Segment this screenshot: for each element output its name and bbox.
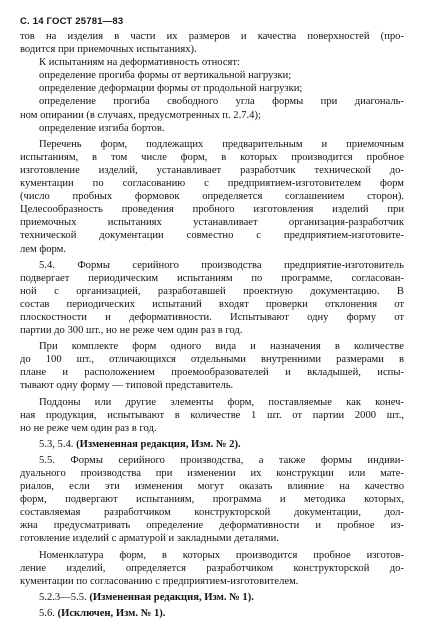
text-line: Целесообразность проведения пробного изготовления изделий при	[20, 204, 404, 216]
text-line: тывают одну форму — типовой представитель.	[20, 380, 234, 392]
text-line: лем форм.	[20, 243, 66, 255]
text-line: 5.4. Формы серийного производства предприятие-изготовитель	[39, 259, 404, 271]
amendment-text: (Исключен, Изм. № 1).	[57, 607, 166, 619]
amendment-text: (Измененная редакция, Изм. № 2).	[76, 438, 241, 450]
paragraph-form-set	[20, 340, 404, 392]
text-line: изготовление изделий, устанавливает разработчик технической до-	[20, 164, 404, 176]
text-line: ной с организацией, разработавшей проектную документацию. В	[20, 285, 404, 297]
text-line: определение прогиба свободного угла формы при диагональ-	[39, 96, 404, 108]
paragraph-deformability-intro: К испытаниям на деформативность относят:	[39, 57, 241, 69]
text-line: плоскостности и деформативности. Испытывают одну форму от	[20, 311, 404, 323]
list-item-vertical-load: определение прогиба формы от вертикальной нагрузки;	[39, 70, 292, 82]
amendment-note-5-3-5-4	[20, 438, 404, 451]
text-line: приемочных испытаниях устанавливает организация-разработчик	[20, 217, 404, 229]
list-item-longitudinal-load: определение деформации формы от продольной нагрузки;	[39, 83, 303, 95]
text-line: составляемая разработчиком конструкторской документации, дол-	[20, 507, 404, 519]
clause-number: 5.3, 5.4.	[39, 438, 77, 450]
text-line: (число пробных формовок определяется соглашением сторон).	[20, 191, 404, 203]
text-line: испытаниям, в том числе форм, в которых производится пробное	[20, 151, 404, 163]
text-line: состав периодических испытаний входят проверки отклонения от	[20, 298, 404, 310]
text-line: но не реже чем один раз в год.	[20, 422, 157, 434]
text-line: партии до 300 шт., но не реже чем один раз в год.	[20, 325, 243, 337]
text-line: дуального производства при изменении их конструкции или мате-	[20, 468, 404, 479]
paragraph-continuation	[20, 30, 404, 56]
clause-number: 5.2.3—5.5.	[39, 591, 90, 603]
amendment-text: (Измененная редакция, Изм. № 1).	[89, 591, 254, 603]
text-line: кументации по согласованию с предприятием-изготовителем форм	[20, 178, 404, 190]
text-line: Перечень форм, подлежащих предварительным и приемочным	[39, 138, 404, 150]
text-line: технической документации совместно с предприятием-изготовите-	[20, 230, 404, 242]
text-line: форм, подвергают испытаниям, программа и методика которых,	[20, 494, 404, 506]
text-line: жна предусматривать определение деформативности и пробное из-	[20, 520, 404, 532]
list-item-side-bending: определение изгиба бортов.	[39, 122, 165, 134]
text-line: ном опирании (в случаях, предусмотренных п. 2.7.4);	[20, 109, 261, 121]
text-line: тов на изделия в части их размеров и качества поверхностей (про-	[20, 31, 404, 42]
text-line: риалов, если эти изменения могут оказать влияние на качество	[20, 481, 404, 493]
text-line: плане и расположением проемообразователей и вкладышей, испы-	[20, 367, 404, 379]
text-line: до 100 шт., отличающихся отдельными внутренними размерами в	[20, 354, 404, 366]
page-header: С. 14 ГОСТ 25781—83	[20, 16, 124, 27]
document-body	[20, 30, 404, 620]
text-line: ная продукция, испытывают в количестве 1 шт. от партии 2000 шт.,	[20, 409, 404, 421]
amendment-note-5-2-3-5-5	[20, 591, 404, 604]
amendment-note-5-6	[20, 607, 404, 620]
list-item-diagonal-support	[20, 95, 404, 121]
clause-number: 5.6.	[39, 607, 58, 619]
paragraph-5-4	[20, 259, 404, 338]
text-line: готовление изделий с арматурой и закладными деталями.	[20, 533, 279, 545]
paragraph-nomenclature	[20, 549, 404, 588]
text-line: 5.5. Формы серийного производства, а также формы индиви-	[39, 454, 404, 466]
text-line: кументации по согласованию с предприятием-изготовителем.	[20, 575, 299, 587]
text-line: ление изделий, определяется разработчиком конструкторской до-	[20, 562, 404, 574]
text-line: водится при приемочных испытаниях).	[20, 44, 197, 56]
paragraph-forms-list	[20, 138, 404, 256]
text-line: При комплекте форм одного вида и назначения в количестве	[39, 341, 404, 353]
text-line: Номенклатура форм, в которых производится пробное изготов-	[39, 549, 404, 561]
paragraph-pallets	[20, 396, 404, 435]
text-line: Поддоны или другие элементы форм, поставляемые как конеч-	[39, 396, 404, 408]
paragraph-5-5	[20, 454, 404, 546]
text-line: подвергает периодическим испытаниям по программе, согласован-	[20, 272, 404, 284]
